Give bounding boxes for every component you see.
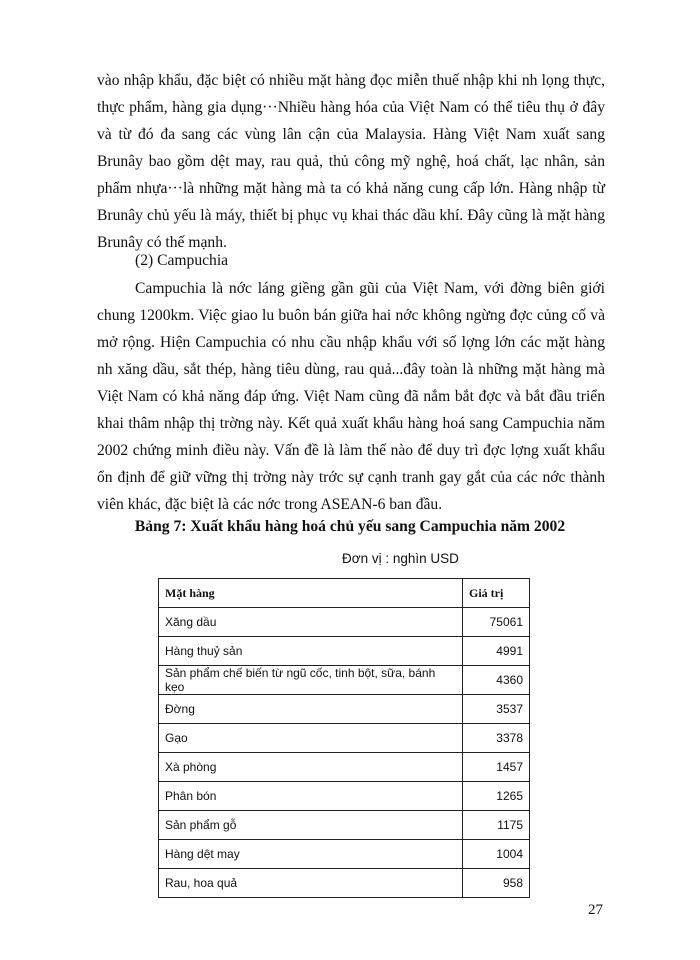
row-value: 1004	[463, 840, 530, 869]
row-value: 4360	[463, 666, 530, 695]
row-item: Gạo	[159, 724, 463, 753]
row-value: 1265	[463, 782, 530, 811]
table-row	[159, 753, 530, 782]
row-item: Phân bón	[159, 782, 463, 811]
table-row	[159, 840, 530, 869]
section-heading-campuchia: (2) Campuchia	[135, 252, 229, 269]
table-row	[159, 637, 530, 666]
table-row	[159, 695, 530, 724]
table-row	[159, 608, 530, 637]
table-row	[159, 724, 530, 753]
row-item: Rau, hoa quả	[159, 869, 463, 898]
row-value: 4991	[463, 637, 530, 666]
page-number: 27	[588, 902, 603, 918]
table-caption: Bảng 7: Xuất khẩu hàng hoá chủ yếu sang Campuchia năm 2002	[134, 518, 566, 535]
table-row	[159, 811, 530, 840]
row-item: Xà phòng	[159, 753, 463, 782]
row-value: 3537	[463, 695, 530, 724]
row-item: Đờng	[159, 695, 463, 724]
header-value: Giá trị	[463, 579, 530, 608]
table-row	[159, 666, 530, 695]
table-row	[159, 782, 530, 811]
table-unit: Đơn vị : nghìn USD	[342, 551, 459, 566]
export-table	[158, 578, 530, 898]
row-value: 3378	[463, 724, 530, 753]
row-value: 958	[463, 869, 530, 898]
row-item: Hàng thuỷ sản	[159, 637, 463, 666]
paragraph-campuchia: Campuchia là nớc láng giềng gần gũi của Việt Nam, với đờng biên giới chung 1200km. Việc giao lu buôn bán giữa hai nớc không ngừng đợc củng cố và mở rộng. Hiện Campuchia có nhu cầu nhập khẩu với số lợng lớn các mặt hàng nh xăng dầu, sắt thép, hàng tiêu dùng, rau quả...đây toàn là những mặt hàng mà Việt Nam có khả năng đáp ứng. Việt Nam cũng đã nắm bắt đợc và bắt đầu triển khai thâm nhập thị trờng này. Kết quả xuất khẩu hàng hoá sang Campuchia năm 2002 chứng minh điều này. Vấn đề là làm thế nào để duy trì đợc lợng xuất khẩu ổn định để giữ vững thị trờng này trớc sự cạnh tranh gay gắt của các nớc thành viên khác, đặc biệt là các nớc trong ASEAN-6 ban đầu.	[97, 280, 605, 513]
paragraph-brunei-trade: vào nhập khẩu, đặc biệt có nhiều mặt hàng đọc miễn thuế nhập khi nh lọng thực, thực phẩm, hàng gia dụng···Nhiều hàng hóa của Việt Nam có thể tiêu thụ ở đây và từ đó đa sang các vùng lân cận của Malaysia. Hàng Việt Nam xuất sang Brunây bao gồm dệt may, rau quả, thủ công mỹ nghệ, hoá chất, lạc nhân, sản phẩm nhựa···là những mặt hàng mà ta có khả năng cung cấp lớn. Hàng nhập từ Brunây chủ yếu là máy, thiết bị phục vụ khai thác dầu khí. Đây cũng là mặt hàng Brunây có thế mạnh.	[97, 72, 605, 251]
header-item: Mặt hàng	[159, 579, 463, 608]
table-header-row	[159, 579, 530, 608]
table-row	[159, 869, 530, 898]
row-value: 75061	[463, 608, 530, 637]
row-item: Hàng dệt may	[159, 840, 463, 869]
row-value: 1175	[463, 811, 530, 840]
row-item: Sản phẩm chế biến từ ngũ cốc, tinh bột, sữa, bánh kẹo	[159, 666, 463, 695]
row-item: Sản phẩm gỗ	[159, 811, 463, 840]
row-item: Xăng dầu	[159, 608, 463, 637]
row-value: 1457	[463, 753, 530, 782]
